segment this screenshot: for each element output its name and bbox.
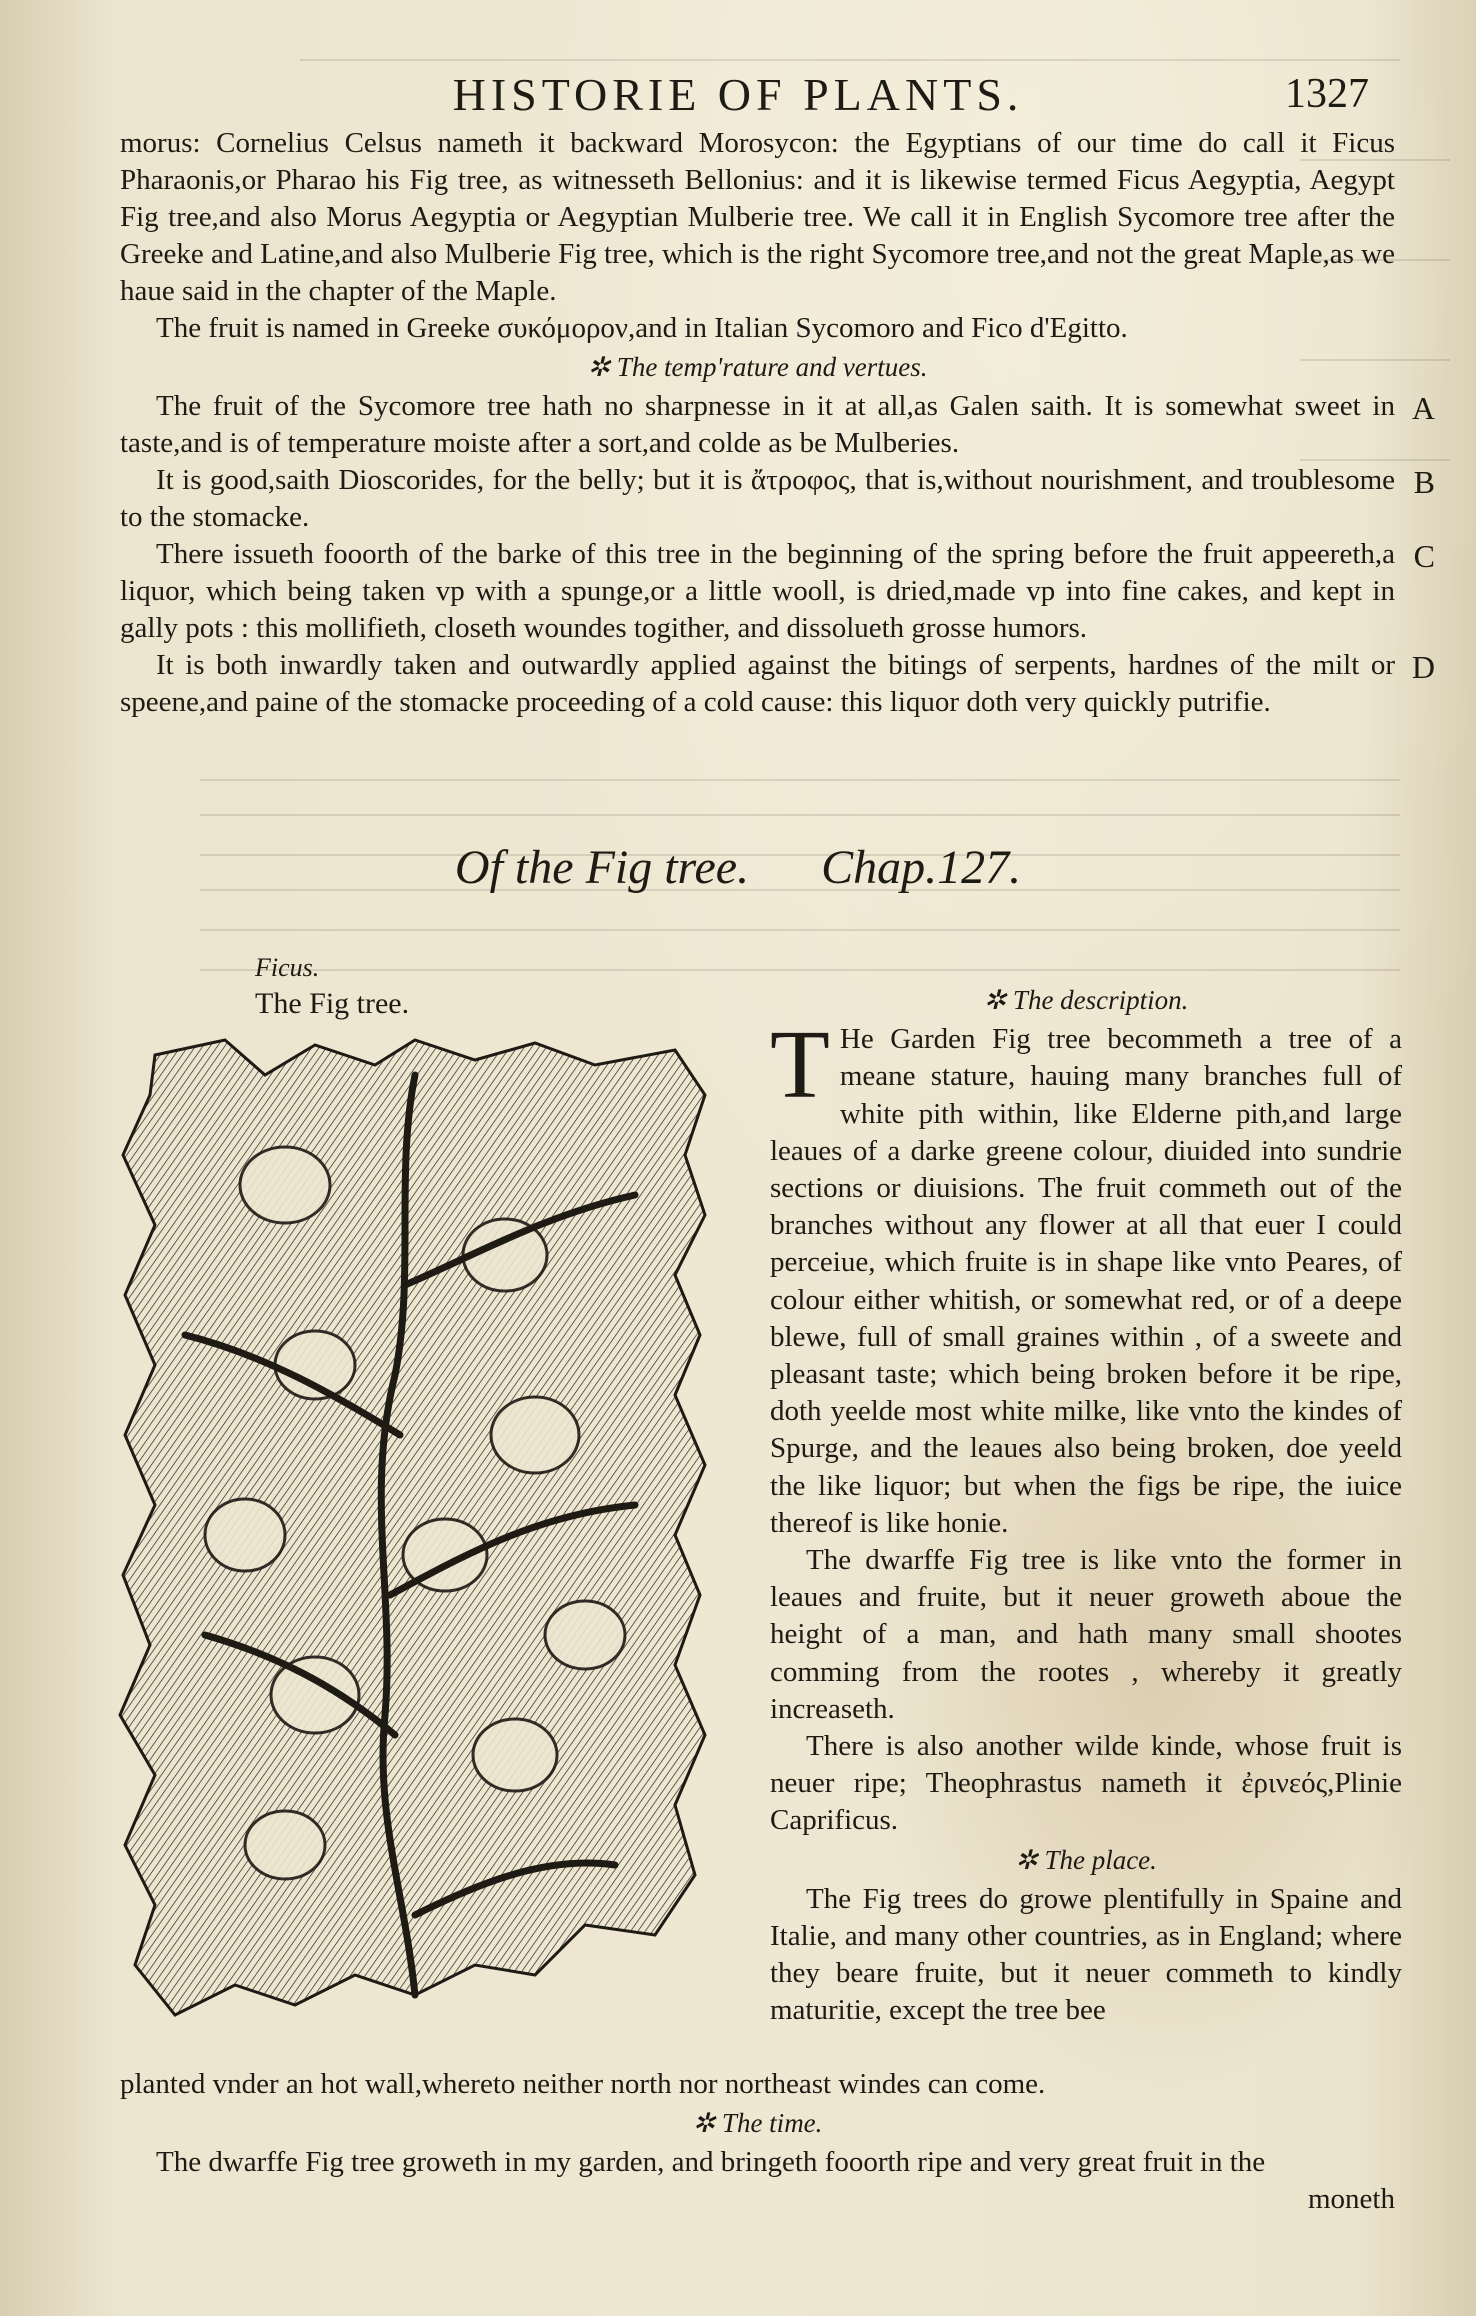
description-paragraph-3: There is also another wilde kinde, whose fruit is neuer ripe; Theophrastus nameth it ἐρινεός,Plinie Caprificus. [770, 1730, 1402, 1837]
virtue-c [120, 536, 1435, 647]
description-paragraph-1 [770, 1011, 1402, 1542]
fig-tree-woodcut [115, 1035, 715, 2025]
bottom-text-block [120, 2066, 1395, 2218]
time-heading: ✲ The time. [692, 2108, 823, 2138]
catchword: moneth [1308, 2183, 1395, 2215]
figure-caption-english: The Fig tree. [255, 987, 410, 1020]
place-paragraph-continued: planted vnder an hot wall,whereto neither north nor northeast windes can come. [120, 2068, 1046, 2100]
chapter-number: Chap.127. [821, 841, 1022, 894]
margin-letter-c: C [1413, 538, 1435, 574]
virtue-a [120, 388, 1435, 462]
place-paragraph: The Fig trees do growe plentifully in Spaine and Italie, and many other countries, as in England; where they beare fruite, but it neuer commeth to kindly maturitie, except the tree bee [770, 1882, 1402, 2027]
margin-letter-d: D [1411, 649, 1435, 685]
place-heading: ✲ The place. [1015, 1844, 1157, 1875]
margin-letter-a: A [1411, 390, 1435, 426]
sycomore-fruit-names: The fruit is named in Greeke συκόμορον,and in Italian Sycomoro and Fico d'Egitto. [156, 312, 1128, 344]
figure-caption-latin: Ficus. [255, 953, 320, 982]
description-paragraph-1-text: He Garden Fig tree becommeth a tree of a meane stature, hauing many branches full of white pith within, like Elderne pith,and large leaues of a darke greene colour, diuided into sundrie sections or diuisions. The fruit commeth out of the branches without any flower at all that euer I could perceiue, which fruite is in shape like vnto Peares, of colour either whitish, or somewhat red, or of a deepe blewe, full of small graines within , of a sweete and pleasant taste; which being broken before it be ripe, doth yeelde most white milke, like vnto the kindes of Spurge, and the leaues also being broken, doe yeeld the like liquor; but when the figs be ripe, the iuice thereof is like honie. [770, 1023, 1402, 1539]
description-heading: ✲ The description. [983, 985, 1189, 1015]
page-number: 1327 [1285, 71, 1369, 117]
virtue-a-text: The fruit of the Sycomore tree hath no sharpnesse in it at all,as Galen saith. It is somewhat sweet in taste,and is of temperature moiste after a sort,and colde as be Mulberies. [120, 390, 1395, 459]
description-paragraph-2: The dwarffe Fig tree is like vnto the former in leaues and fruite, but it neuer groweth aboue the height of a man, and hath many small shootes comming from the rootes , whereby it greatly increaseth. [770, 1544, 1402, 1725]
temperature-heading: ✲ The temp'rature and vertues. [587, 352, 928, 382]
sycomore-names-paragraph: morus: Cornelius Celsus nameth it backward Morosycon: the Egyptians of our time do call it Ficus Pharaonis,or Pharao his Fig tree, as witnesseth Bellonius: and it is likewise termed Ficus Aegyptia, Aegypt Fig tree,and also Morus Aegyptia or Aegyptian Mulberie tree. We call it in English Sycomore tree after the Greeke and Latine,and also Mulberie Fig tree, which is the right Sycomore tree,and not the great Maple,as we haue said in the chapter of the Maple. [120, 127, 1395, 307]
drop-cap: T [770, 1011, 830, 1120]
chapter-heading [0, 840, 1476, 895]
time-paragraph: The dwarffe Fig tree groweth in my garden, and bringeth fooorth ripe and very great fruit in the [156, 2146, 1266, 2178]
figure-caption [255, 950, 409, 1022]
virtue-d-text: It is both inwardly taken and outwardly applied against the bitings of serpents, hardnes of the milt or speene,and paine of the stomacke proceeding of a cold cause: this liquor doth very quickly putrifie. [120, 649, 1395, 718]
chapter-title: Of the Fig tree. [454, 841, 750, 894]
top-text-block [120, 125, 1435, 721]
margin-letter-b: B [1413, 464, 1435, 500]
running-head: HISTORIE OF PLANTS. [452, 69, 1024, 120]
virtue-b-text: It is good,saith Dioscorides, for the belly; but it is ἄτροφος, that is,without nourishment, and troublesome to the stomacke. [120, 464, 1395, 533]
virtue-d [120, 647, 1435, 721]
virtue-c-text: There issueth fooorth of the barke of this tree in the beginning of the spring before the fruit appeereth,a liquor, which being taken vp with a spunge,or a little wooll, is dried,made vp into fine cakes, and kept in gally pots : this mollifieth, closeth woundes togither, and dissolueth grosse humors. [120, 538, 1395, 644]
virtue-b [120, 462, 1435, 536]
description-column [770, 980, 1402, 2030]
